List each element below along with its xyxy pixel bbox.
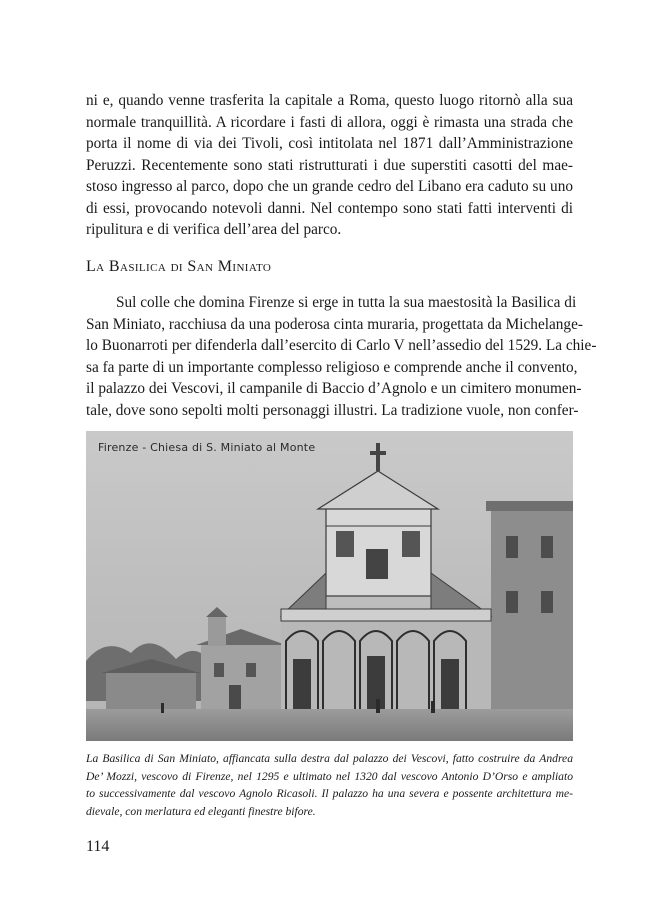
photo-inscription: Firenze - Chiesa di S. Miniato al Monte [98, 441, 316, 454]
caption-line: dievale, con merlatura ed eleganti finestre bifore. [86, 804, 316, 818]
caption-line: to successivamente dal vescovo Agnolo Ricasoli. Il palazzo ha una severa e possente architettura me- [86, 787, 573, 800]
text-line: lo Buonarroti per difenderla dall’esercito di Carlo V nell’assedio del 1529. La chie- [86, 337, 597, 354]
page-number: 114 [86, 838, 110, 855]
basilica-illustration [86, 431, 573, 741]
text-line: Sul colle che domina Firenze si erge in tutta la sua maestosità la Basilica di [116, 294, 577, 311]
text-line: tale, dove sono sepolti molti personaggi illustri. La tradizione vuole, non confer- [86, 401, 579, 419]
basilica-photo [86, 431, 573, 741]
section-heading: La Basilica di San Miniato [86, 258, 272, 275]
text-line: ripulitura e di verifica dell’area del parco. [86, 221, 342, 238]
text-line: ni e, quando venne trasferita la capitale a Roma, questo luogo ritornò alla sua [86, 92, 573, 109]
figure-caption [86, 750, 573, 820]
text-line: sa fa parte di un importante complesso religioso e comprende anche il convento, [86, 358, 578, 376]
caption-line: De’ Mozzi, vescovo di Firenze, nel 1295 e ultimato nel 1320 dal vescovo Antonio D’Orso e ampliato [86, 769, 573, 783]
text-line: Peruzzi. Recentemente sono stati ristrutturati i due superstiti casotti del mae- [86, 156, 573, 174]
text-line: porta il nome di via dei Tivoli, così intitolata nel 1871 dall’Amministrazione [86, 135, 573, 152]
text-line: di essi, provocando notevoli danni. Nel contempo sono stati fatti interventi di [86, 199, 573, 217]
body-paragraph-2 [86, 292, 597, 421]
text-line: il palazzo dei Vescovi, il campanile di Baccio d’Agnolo e un cimitero monumen- [86, 380, 582, 397]
body-paragraph-1 [86, 90, 573, 241]
text-line: San Miniato, racchiusa da una poderosa cinta muraria, progettata da Michelange- [86, 315, 583, 333]
caption-line: La Basilica di San Miniato, affiancata sulla destra dal palazzo dei Vescovi, fatto costruire da Andrea [86, 752, 573, 765]
text-line: stoso ingresso al parco, dopo che un grande cedro del Libano era caduto su uno [86, 178, 573, 195]
text-line: normale tranquillità. A ricordare i fasti di allora, oggi è rimasta una strada che [86, 113, 573, 131]
